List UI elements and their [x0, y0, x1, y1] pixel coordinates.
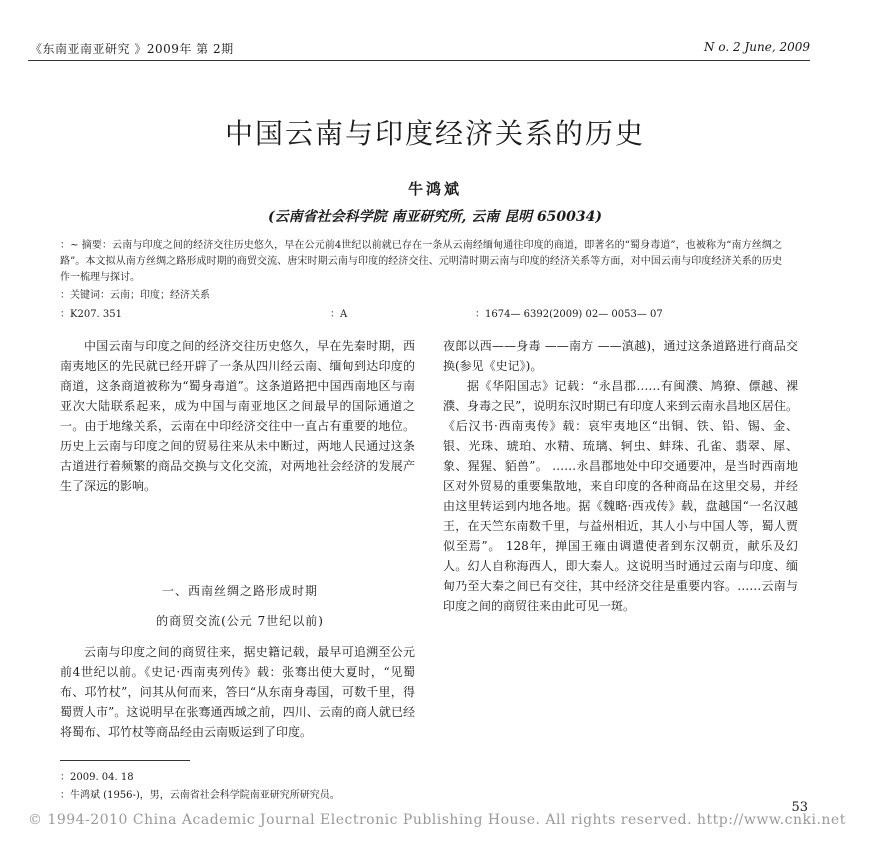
author-bio-footnote: ：牛鸿斌 (1956-)，男，云南省社会科学院南亚研究所研究员。 [60, 790, 340, 801]
article-number: ：1674— 6392(2009) 02— 0053— 07 [475, 309, 663, 320]
page-number: 53 [791, 800, 808, 815]
abstract: ：~ 摘要：云南与印度之间的经济交往历史悠久，早在公元前4世纪以前就已存在一条从云南经缅甸通往印度的商道，即著名的“蜀身毒道”，也被称为“南方丝绸之路”。本文拟从南方丝绸之路形成时期的商贸交流、唐宋时期云南与印度的经济交往、元明清时期云南与印度的经济关系等方面，对中国云南与印度经济关系的历史作一梳理与探讨。 [60, 240, 782, 283]
intro-paragraph: 中国云南与印度之间的经济交往历史悠久，早在先秦时期，西南夷地区的先民就已经开辟了一条从四川经云南、缅甸到达印度的商道，这条商道被称为“蜀身毒道”。这条道路把中国西南地区与南亚次大陆联系起来，成为中国与南亚地区之间最早的国际通道之一。由于地缘关系，云南在中印经济交往中一直占有重要的地位。历史上云南与印度之间的贸易往来从未中断过，两地人民通过这条古道进行着频繁的商品交换与文化交流，对两地社会经济的发展产生了深远的影响。 [60, 339, 415, 493]
clc-number: ：K207. 351 [60, 309, 123, 320]
header-rule [28, 60, 810, 61]
body-paragraph: 云南与印度之间的商贸往来，据史籍记载，最早可追溯至公元前4世纪以前。《史记·西南夷列传》载：张骞出使大夏时，“见蜀布、邛竹杖”，问其从何而来，答曰“从东南身毒国，可数千里，得蜀贾人市”。这说明早在张骞通西域之前，四川、云南的商人就已经将蜀布、邛竹杖等商品经由云南贩运到了印度。 [60, 645, 415, 739]
keywords: ：关键词：云南；印度；经济关系 [60, 290, 210, 301]
footnote-rule [60, 760, 190, 761]
received-date-footnote: ：2009. 04. 18 [60, 772, 134, 783]
article-title: 中国云南与印度经济关系的历史 [224, 117, 645, 150]
section-heading: 一、西南丝绸之路形成时期 [161, 584, 318, 598]
copyright-watermark: © 1994-2010 China Academic Journal Electronic Publishing House. All rights reserved. http://www.cnki.net [28, 812, 846, 828]
left-column-body [60, 642, 415, 742]
left-column-intro [60, 336, 415, 496]
right-column [443, 336, 798, 616]
body-paragraph: 据《华阳国志》记载：“永昌郡……有闽濮、鸠獠、僄越、裸濮、身毒之民”，说明东汉时期已有印度人来到云南永昌地区居住。《后汉书·西南夷传》载：哀牢夷地区“出铜、铁、铅、锡、金、银、光珠、琥珀、水精、琉璃、轲虫、蚌珠、孔雀、翡翠、犀、象、猩猩、貊兽”。 ……永昌郡地处中印交通要冲，是当时西南地区对外贸易的重要集散地，来自印度的各种商品在这里交易，并经由这里转运到内地各地。据《魏略·西戎传》载，盘越国“一名汉越王，在天竺东南数千里，与益州相近，其人小与中国人等，蜀人贾似至焉”。 128年，掸国王雍由调遣使者到东汉朝贡，献乐及幻人。幻人自称海西人，即大秦人。这说明当时通过云南与印度、缅甸乃至大秦之间已有交往，其中经济交往是重要内容。……云南与印度之间的商贸往来由此可见一斑。 [443, 379, 798, 613]
author-name: 牛鸿斌 [407, 180, 462, 198]
author-affiliation: (云南省社会科学院 南亚研究所, 云南 昆明 650034) [267, 209, 603, 225]
section-subheading: 的商贸交流(公元 7世纪以前) [156, 614, 324, 628]
body-paragraph-continued: 夜郎以西——身毒 ——南方 ——滇越)，通过这条道路进行商品交换(参见《史记》)。 [443, 339, 798, 373]
journal-header: 《东南亚南亚研究 》2009年 第 2期 [30, 42, 234, 56]
document-code: ：A [330, 309, 348, 320]
issue-header: N o. 2 June, 2009 [704, 40, 810, 54]
